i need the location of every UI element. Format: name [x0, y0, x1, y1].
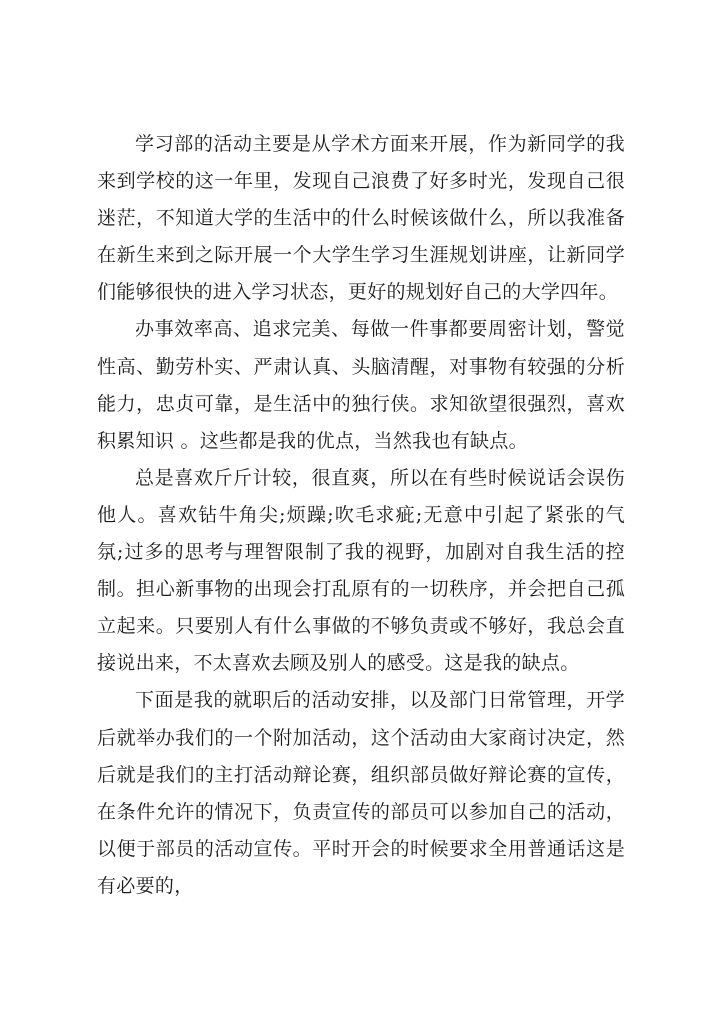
- paragraph-weaknesses: 总是喜欢斤斤计较，很直爽，所以在有些时候说话会误伤他人。喜欢钻牛角尖;烦躁;吹毛求疵;无意中引起了紧张的气氛;过多的思考与理智限制了我的视野，加剧对自我生活的控制。担心新事物的出现会打乱原有的一切秩序，并会把自己孤立起来。只要别人有什么事做的不够负责或不够好，我总会直接说出来，不太喜欢去顾及别人的感受。这是我的缺点。: [97, 466, 625, 675]
- paragraph-study-department: 学习部的活动主要是从学术方面来开展，作为新同学的我来到学校的这一年里，发现自己浪费了好多时光，发现自己很迷茫，不知道大学的生活中的什么时候该做什么，所以我准备在新生来到之际开展一个大学生学习生涯规划讲座，让新同学们能够很快的进入学习状态，更好的规划好自己的大学四年。: [97, 133, 625, 304]
- paragraph-strengths: 办事效率高、追求完美、每做一件事都要周密计划，警觉性高、勤劳朴实、严肃认真、头脑清醒，对事物有较强的分析能力，忠贞可靠，是生活中的独行侠。求知欲望很强烈，喜欢积累知识 。这些都是我的优点，当然我也有缺点。: [97, 318, 625, 452]
- document-body: [97, 126, 625, 905]
- paragraph-activity-plan: 下面是我的就职后的活动安排，以及部门日常管理，开学后就举办我们的一个附加活动，这个活动由大家商讨决定，然后就是我们的主打活动辩论赛，组织部员做好辩论赛的宣传，在条件允许的情况下，负责宣传的部员可以参加自己的活动，以便于部员的活动宣传。平时开会的时候要求全用普通话这是有必要的，: [97, 689, 625, 897]
